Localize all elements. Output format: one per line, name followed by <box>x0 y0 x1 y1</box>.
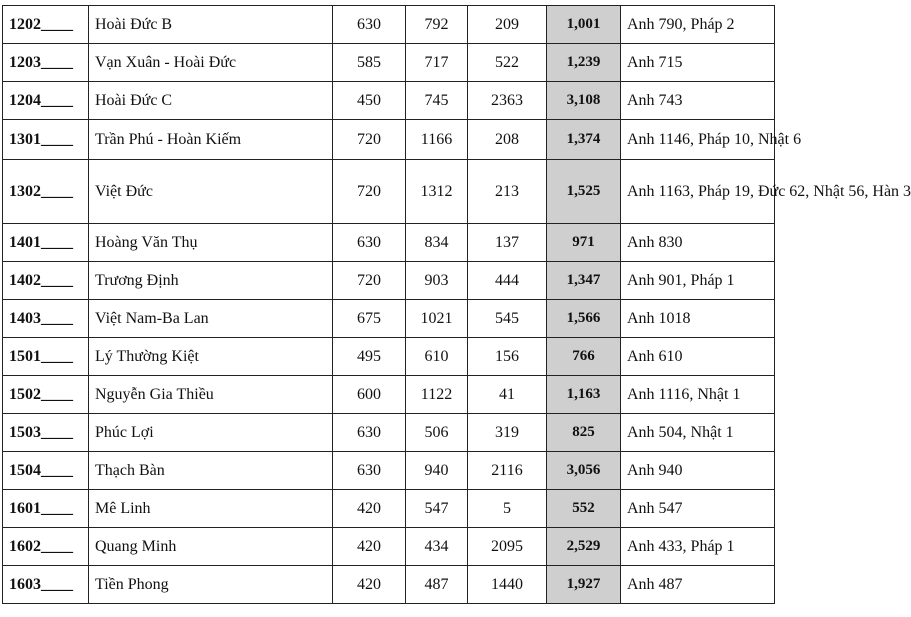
registered-nv2-cell: 522 <box>468 44 547 82</box>
registered-nv1-cell: 487 <box>406 566 468 604</box>
school-code-cell: 1603____ <box>3 566 89 604</box>
registered-nv2-cell: 5 <box>468 490 547 528</box>
foreign-language-cell: Anh 1018 <box>621 300 775 338</box>
school-code-cell: 1503____ <box>3 414 89 452</box>
registered-nv2-cell: 2116 <box>468 452 547 490</box>
registered-nv2-cell: 41 <box>468 376 547 414</box>
total-cell: 1,163 <box>547 376 621 414</box>
table-row <box>3 338 775 376</box>
registered-nv2-cell: 545 <box>468 300 547 338</box>
registered-nv2-cell: 156 <box>468 338 547 376</box>
registered-nv1-cell: 834 <box>406 224 468 262</box>
school-code-cell: 1301____ <box>3 120 89 160</box>
foreign-language-cell: Anh 504, Nhật 1 <box>621 414 775 452</box>
table-row <box>3 528 775 566</box>
school-code-cell: 1401____ <box>3 224 89 262</box>
school-code-cell: 1403____ <box>3 300 89 338</box>
registered-nv2-cell: 209 <box>468 6 547 44</box>
school-code-cell: 1203____ <box>3 44 89 82</box>
registered-nv1-cell: 1122 <box>406 376 468 414</box>
quota-cell: 720 <box>333 160 406 224</box>
school-name-cell: Nguyễn Gia Thiều <box>89 376 333 414</box>
registered-nv2-cell: 208 <box>468 120 547 160</box>
total-cell: 971 <box>547 224 621 262</box>
foreign-language-cell: Anh 610 <box>621 338 775 376</box>
total-cell: 1,347 <box>547 262 621 300</box>
school-name-cell: Hoài Đức B <box>89 6 333 44</box>
school-name-cell: Quang Minh <box>89 528 333 566</box>
school-name-cell: Việt Nam-Ba Lan <box>89 300 333 338</box>
foreign-language-cell: Anh 901, Pháp 1 <box>621 262 775 300</box>
registered-nv2-cell: 1440 <box>468 566 547 604</box>
table-row <box>3 300 775 338</box>
quota-cell: 675 <box>333 300 406 338</box>
foreign-language-cell: Anh 433, Pháp 1 <box>621 528 775 566</box>
registered-nv2-cell: 444 <box>468 262 547 300</box>
school-code-cell: 1204____ <box>3 82 89 120</box>
registered-nv1-cell: 434 <box>406 528 468 566</box>
quota-cell: 420 <box>333 528 406 566</box>
foreign-language-cell: Anh 1163, Pháp 19, Đức 62, Nhật 56, Hàn 3 <box>621 160 775 224</box>
registered-nv1-cell: 506 <box>406 414 468 452</box>
quota-cell: 720 <box>333 262 406 300</box>
school-name-cell: Trương Định <box>89 262 333 300</box>
registered-nv1-cell: 1312 <box>406 160 468 224</box>
table-row <box>3 82 775 120</box>
total-cell: 1,566 <box>547 300 621 338</box>
total-cell: 2,529 <box>547 528 621 566</box>
total-cell: 1,927 <box>547 566 621 604</box>
registered-nv1-cell: 940 <box>406 452 468 490</box>
table-row <box>3 44 775 82</box>
table-row <box>3 414 775 452</box>
school-name-cell: Vạn Xuân - Hoài Đức <box>89 44 333 82</box>
total-cell: 1,374 <box>547 120 621 160</box>
foreign-language-cell: Anh 743 <box>621 82 775 120</box>
foreign-language-cell: Anh 790, Pháp 2 <box>621 6 775 44</box>
school-code-cell: 1502____ <box>3 376 89 414</box>
school-name-cell: Tiền Phong <box>89 566 333 604</box>
foreign-language-cell: Anh 940 <box>621 452 775 490</box>
foreign-language-cell: Anh 1146, Pháp 10, Nhật 6 <box>621 120 775 160</box>
table-row <box>3 566 775 604</box>
school-code-cell: 1501____ <box>3 338 89 376</box>
registered-nv1-cell: 547 <box>406 490 468 528</box>
quota-cell: 420 <box>333 566 406 604</box>
school-name-cell: Hoài Đức C <box>89 82 333 120</box>
school-code-cell: 1601____ <box>3 490 89 528</box>
total-cell: 825 <box>547 414 621 452</box>
foreign-language-cell: Anh 547 <box>621 490 775 528</box>
school-enrollment-table <box>2 5 911 604</box>
table-row <box>3 6 775 44</box>
table-row <box>3 120 775 160</box>
total-cell: 3,056 <box>547 452 621 490</box>
registered-nv2-cell: 319 <box>468 414 547 452</box>
table-row <box>3 262 775 300</box>
quota-cell: 630 <box>333 6 406 44</box>
quota-cell: 720 <box>333 120 406 160</box>
quota-cell: 450 <box>333 82 406 120</box>
quota-cell: 600 <box>333 376 406 414</box>
registered-nv2-cell: 137 <box>468 224 547 262</box>
total-cell: 1,239 <box>547 44 621 82</box>
school-name-cell: Hoàng Văn Thụ <box>89 224 333 262</box>
quota-cell: 630 <box>333 452 406 490</box>
quota-cell: 585 <box>333 44 406 82</box>
school-code-cell: 1302____ <box>3 160 89 224</box>
school-name-cell: Lý Thường Kiệt <box>89 338 333 376</box>
registered-nv1-cell: 745 <box>406 82 468 120</box>
table-body <box>3 6 911 604</box>
registered-nv1-cell: 903 <box>406 262 468 300</box>
foreign-language-cell: Anh 830 <box>621 224 775 262</box>
registered-nv1-cell: 792 <box>406 6 468 44</box>
foreign-language-cell: Anh 487 <box>621 566 775 604</box>
school-name-cell: Thạch Bàn <box>89 452 333 490</box>
school-name-cell: Trần Phú - Hoàn Kiếm <box>89 120 333 160</box>
foreign-language-cell: Anh 1116, Nhật 1 <box>621 376 775 414</box>
total-cell: 766 <box>547 338 621 376</box>
table-row <box>3 452 775 490</box>
school-name-cell: Phúc Lợi <box>89 414 333 452</box>
quota-cell: 630 <box>333 224 406 262</box>
total-cell: 3,108 <box>547 82 621 120</box>
table-row <box>3 160 775 224</box>
school-code-cell: 1602____ <box>3 528 89 566</box>
quota-cell: 630 <box>333 414 406 452</box>
quota-cell: 495 <box>333 338 406 376</box>
registered-nv1-cell: 1021 <box>406 300 468 338</box>
table-row <box>3 224 775 262</box>
quota-cell: 420 <box>333 490 406 528</box>
registered-nv1-cell: 610 <box>406 338 468 376</box>
total-cell: 1,525 <box>547 160 621 224</box>
registered-nv2-cell: 2363 <box>468 82 547 120</box>
table-row <box>3 376 775 414</box>
total-cell: 552 <box>547 490 621 528</box>
school-code-cell: 1202____ <box>3 6 89 44</box>
foreign-language-cell: Anh 715 <box>621 44 775 82</box>
table-row <box>3 490 775 528</box>
school-name-cell: Mê Linh <box>89 490 333 528</box>
school-code-cell: 1504____ <box>3 452 89 490</box>
registered-nv1-cell: 717 <box>406 44 468 82</box>
registered-nv2-cell: 2095 <box>468 528 547 566</box>
total-cell: 1,001 <box>547 6 621 44</box>
registered-nv2-cell: 213 <box>468 160 547 224</box>
school-name-cell: Việt Đức <box>89 160 333 224</box>
registered-nv1-cell: 1166 <box>406 120 468 160</box>
school-code-cell: 1402____ <box>3 262 89 300</box>
